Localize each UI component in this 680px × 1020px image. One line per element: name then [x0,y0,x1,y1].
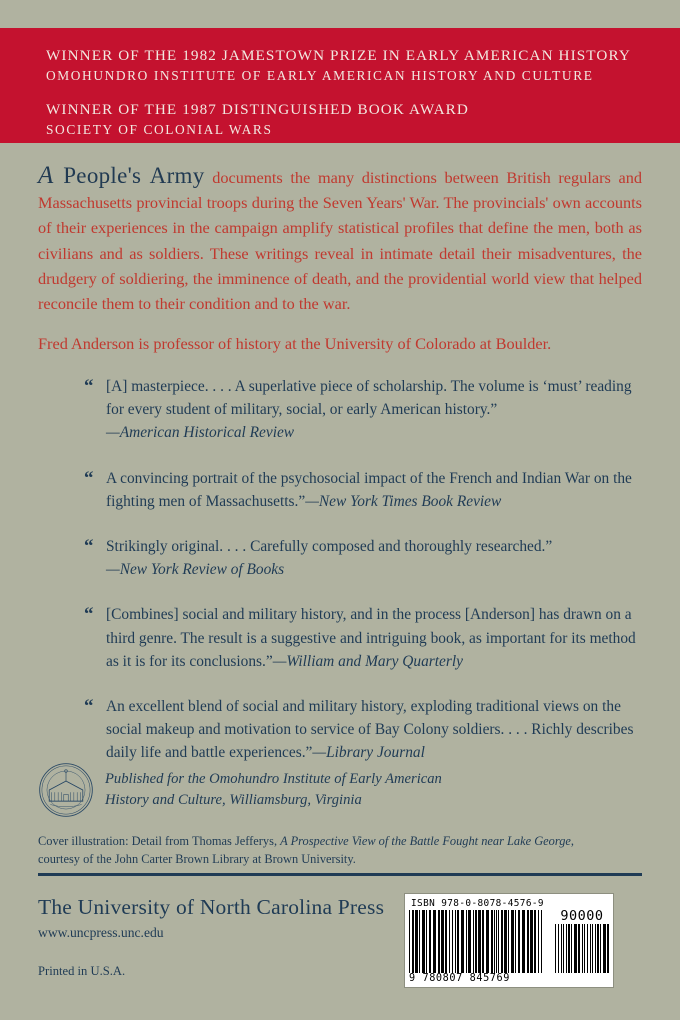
institute-imprint [38,762,508,818]
award-title: WINNER OF THE 1982 JAMESTOWN PRIZE IN EARLY AMERICAN HISTORY [46,47,631,64]
author-bio: Fred Anderson is professor of history at the University of Colorado at Boulder. [38,334,552,353]
award-entry [46,99,680,140]
book-title [38,163,205,188]
quotation-mark-icon: “ [84,604,94,626]
review-quote [84,695,640,765]
review-quote-text: An excellent blend of social and military history, exploding traditional views on the social makeup and motivation to service of Bay Colony soldiers. . . . Richly describes daily life and battle experiences.” [106,698,634,762]
institute-line-1: Published for the Omohundro Institute of Early American [105,771,442,787]
publisher-name: The University of North Carolina Press [38,895,385,919]
ean5-addon-barcode [555,924,609,973]
credit-lead: Cover illustration: Detail from Thomas Jefferys, [38,834,281,848]
credit-tail: , courtesy of the John Carter Brown Library at Brown University. [38,834,575,866]
award-organization: SOCIETY OF COLONIAL WARS [46,122,273,137]
ean13-barcode [409,910,545,973]
award-entry [46,45,680,86]
review-quote [84,467,640,513]
book-description [38,163,642,316]
printed-in-label: Printed in U.S.A. [38,964,126,978]
review-quotes [84,375,640,787]
review-source: —New York Review of Books [106,561,285,579]
review-quote [84,603,640,673]
publisher-website[interactable]: www.uncpress.unc.edu [38,925,164,940]
review-quote-text: [A] masterpiece. . . . A superlative piece of scholarship. The volume is ‘must’ reading for every student of military, social, or early American history.” [106,378,632,419]
credit-work-title: A Prospective View of the Battle Fought near Lake George [280,834,571,848]
isbn-label: ISBN 978-0-8078-4576-9 [411,898,544,909]
award-banner [0,28,680,143]
review-quote [84,535,640,581]
review-source: —New York Times Book Review [305,492,502,510]
publisher-block [38,893,388,979]
barcode-block [404,893,614,988]
institute-imprint-text [105,769,442,811]
quotation-mark-icon: “ [84,696,94,718]
review-source: —American Historical Review [106,424,295,442]
omohundro-institute-seal-icon [38,762,94,818]
award-organization: OMOHUNDRO INSTITUTE OF EARLY AMERICAN HISTORY AND CULTURE [46,68,594,83]
review-quote-text: [Combines] social and military history, and in the process [Anderson] has drawn on a third genre. The result is a suggestive and intriguing book, as important for its method as it is for its conclusions.” [106,606,636,670]
review-source: —William and Mary Quarterly [272,652,463,670]
book-title-rest: People's Army [63,163,205,188]
review-source: —Library Journal [312,744,425,762]
quotation-mark-icon: “ [84,467,94,489]
institute-line-2: History and Culture, Williamsburg, Virginia [105,792,362,808]
review-quote-text: A convincing portrait of the psychosocial impact of the French and Indian War on the fighting men of Massachusetts.” [106,469,632,510]
review-quote-text: Strikingly original. . . . Carefully composed and thoroughly researched.” [106,538,553,556]
price-code-label: 90000 [560,908,604,924]
cover-illustration-credit [38,833,618,868]
horizontal-divider [38,873,642,876]
award-title: WINNER OF THE 1987 DISTINGUISHED BOOK AWARD [46,101,469,118]
ean13-digits: 9 780807 845769 [409,973,511,984]
quotation-mark-icon: “ [84,376,94,397]
book-description-body: documents the many distinctions between British regulars and Massachusetts provincial troops during the Seven Years' War. The provincials' own accounts of their experiences in the campaign amplify statistical profiles that define the men, both as civilians and as soldiers. These writings reveal in intimate detail their misadventures, the drudgery of soldiering, the imminence of death, and the providential world view that helped reconcile them to their condition and to the war. [38,168,642,314]
book-title-swash-initial: A [38,162,54,189]
quotation-mark-icon: “ [84,536,94,558]
review-quote [84,375,640,445]
